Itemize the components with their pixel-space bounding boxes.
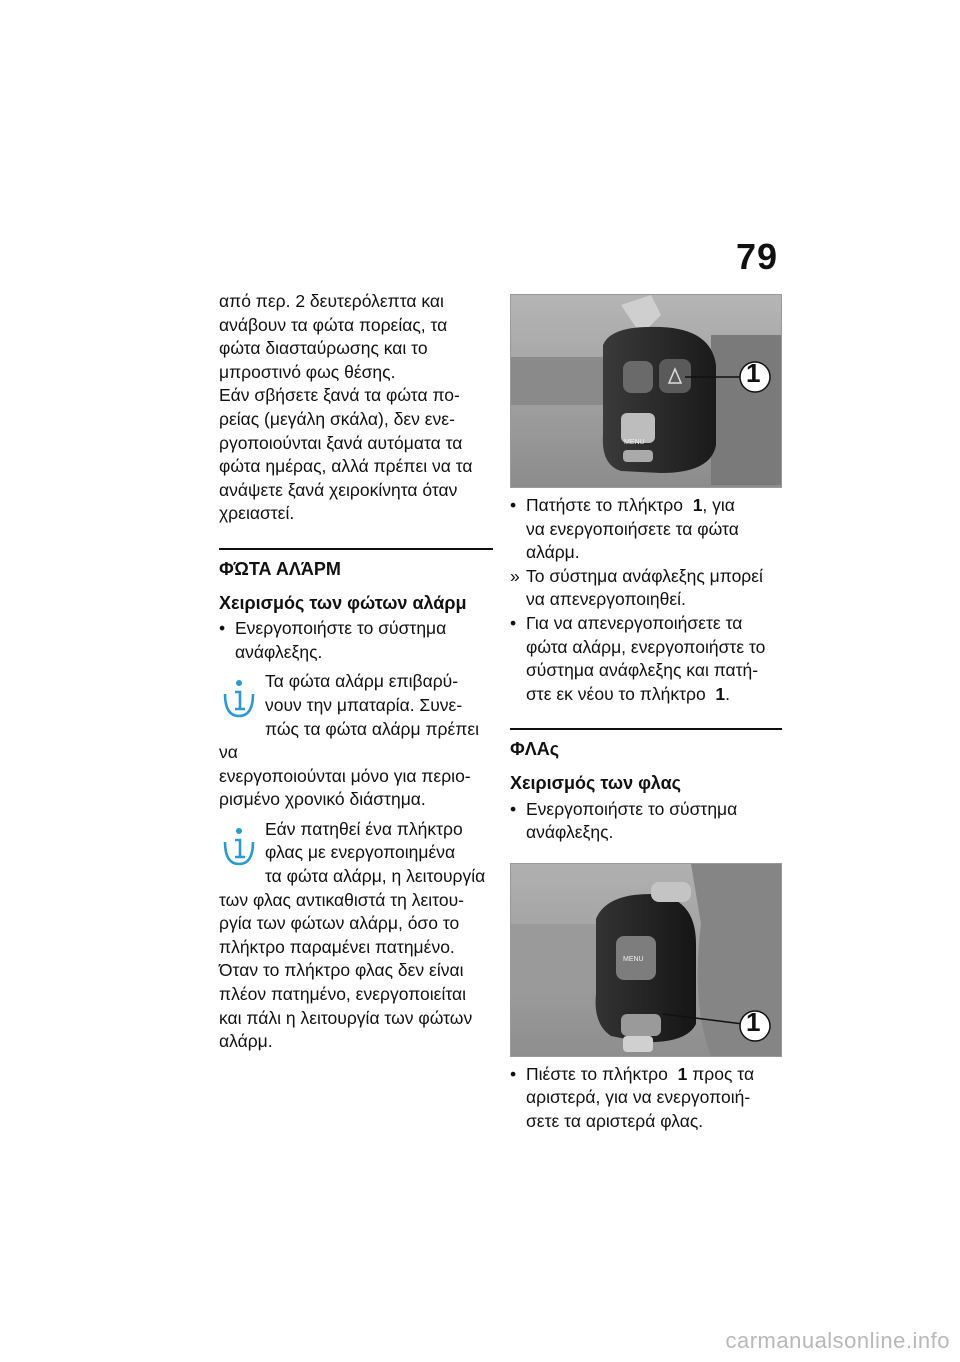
menu-label: MENU (623, 955, 644, 963)
result-item: » Το σύστημα ανάφλεξης μπορεί να απενεργοποιηθεί. (510, 565, 763, 610)
section-title-turn-signals: ΦΛΑς (510, 739, 560, 760)
key-reference: 1 (715, 683, 726, 704)
list-item: • Για να απενεργοποιήσετε τα φώτα αλάρμ, ενεργοποιήστε το σύστημα ανάφλεξης και πατή- στε εκ νέου το πλήκτρο 1. (510, 612, 766, 704)
key-reference: 1 (692, 495, 703, 515)
section-divider (219, 548, 493, 550)
switch-illustration (511, 295, 781, 487)
left-column (219, 290, 493, 1054)
intro-paragraph: από περ. 2 δευτερόλεπτα και ανάβουν τα φώτα πορείας, τα φώτα διασταύρωσης και το μπροστινό φως θέσης. Εάν σβήσετε ξανά τα φώτα πο- ρείας (μεγάλη σκάλα), δεν ενε- ργοποιούνται ξανά αυτόματα τα φώτα ημέρας, αλλά πρέπει να τα ανάψετε ξανά χειροκίνητα όταν χρειαστεί. (219, 291, 473, 524)
watermark: carmanualsonline.info (725, 1328, 950, 1353)
right-column (510, 290, 782, 1134)
list-item: • Ενεργοποιήστε το σύστημα ανάφλεξης. (219, 618, 447, 662)
info-note: Τα φώτα αλάρμ επιβαρύ- νουν την μπαταρία. Συνε- πώς τα φώτα αλάρμ πρέπει να ενεργοποιούνται μόνο για περιο- ρισμένο χρονικό διάστημα. (219, 671, 480, 810)
hazard-switch-photo (510, 294, 782, 488)
subsection-title-turn-signals: Χειρισμός των φλας (510, 772, 681, 793)
result-marker: » (510, 565, 520, 586)
list-item: • Ενεργοποιήστε το σύστημα ανάφλεξης. (510, 798, 738, 843)
subsection-title-hazard: Χειρισμός των φώτων αλάρμ (219, 592, 467, 613)
page-number: 79 (735, 236, 778, 277)
info-icon (219, 820, 259, 868)
list-item: • Πατήστε το πλήκτρο 1, για να ενεργοποιήσετε τα φώτα αλάρμ. (510, 495, 739, 563)
callout-label: 1 (746, 1006, 761, 1037)
list-item: • Πιέστε το πλήκτρο 1 προς τα αριστερά, για να ενεργοποιή- σετε τα αριστερά φλας. (510, 1063, 755, 1131)
info-note: Εάν πατηθεί ένα πλήκτρο φλας με ενεργοποιημένα τα φώτα αλάρμ, η λειτουργία των φλας αντικαθιστά τη λειτου- ργία των φώτων αλάρμ, όσο το πλήκτρο παραμένει πατημένο. Όταν το πλήκτρο φλας δεν είναι πλέον πατημένο, ενεργοποιείται και πάλι η λειτουργία των φώτων αλάρμ. (219, 818, 486, 1052)
bullet-marker: • (219, 618, 226, 639)
key-reference: 1 (677, 1063, 688, 1084)
turn-signal-switch-photo (510, 863, 782, 1057)
callout-label: 1 (746, 358, 761, 388)
menu-label: MENU (624, 439, 645, 446)
bullet-marker: • (510, 612, 517, 633)
section-title-hazard: ΦΏΤΑ ΑΛΆΡΜ (219, 558, 341, 579)
section-divider (510, 728, 782, 730)
switch-illustration (511, 864, 781, 1056)
bullet-marker: • (510, 495, 517, 515)
bullet-marker: • (510, 798, 517, 819)
bullet-marker: • (510, 1063, 517, 1084)
info-icon (219, 672, 259, 720)
